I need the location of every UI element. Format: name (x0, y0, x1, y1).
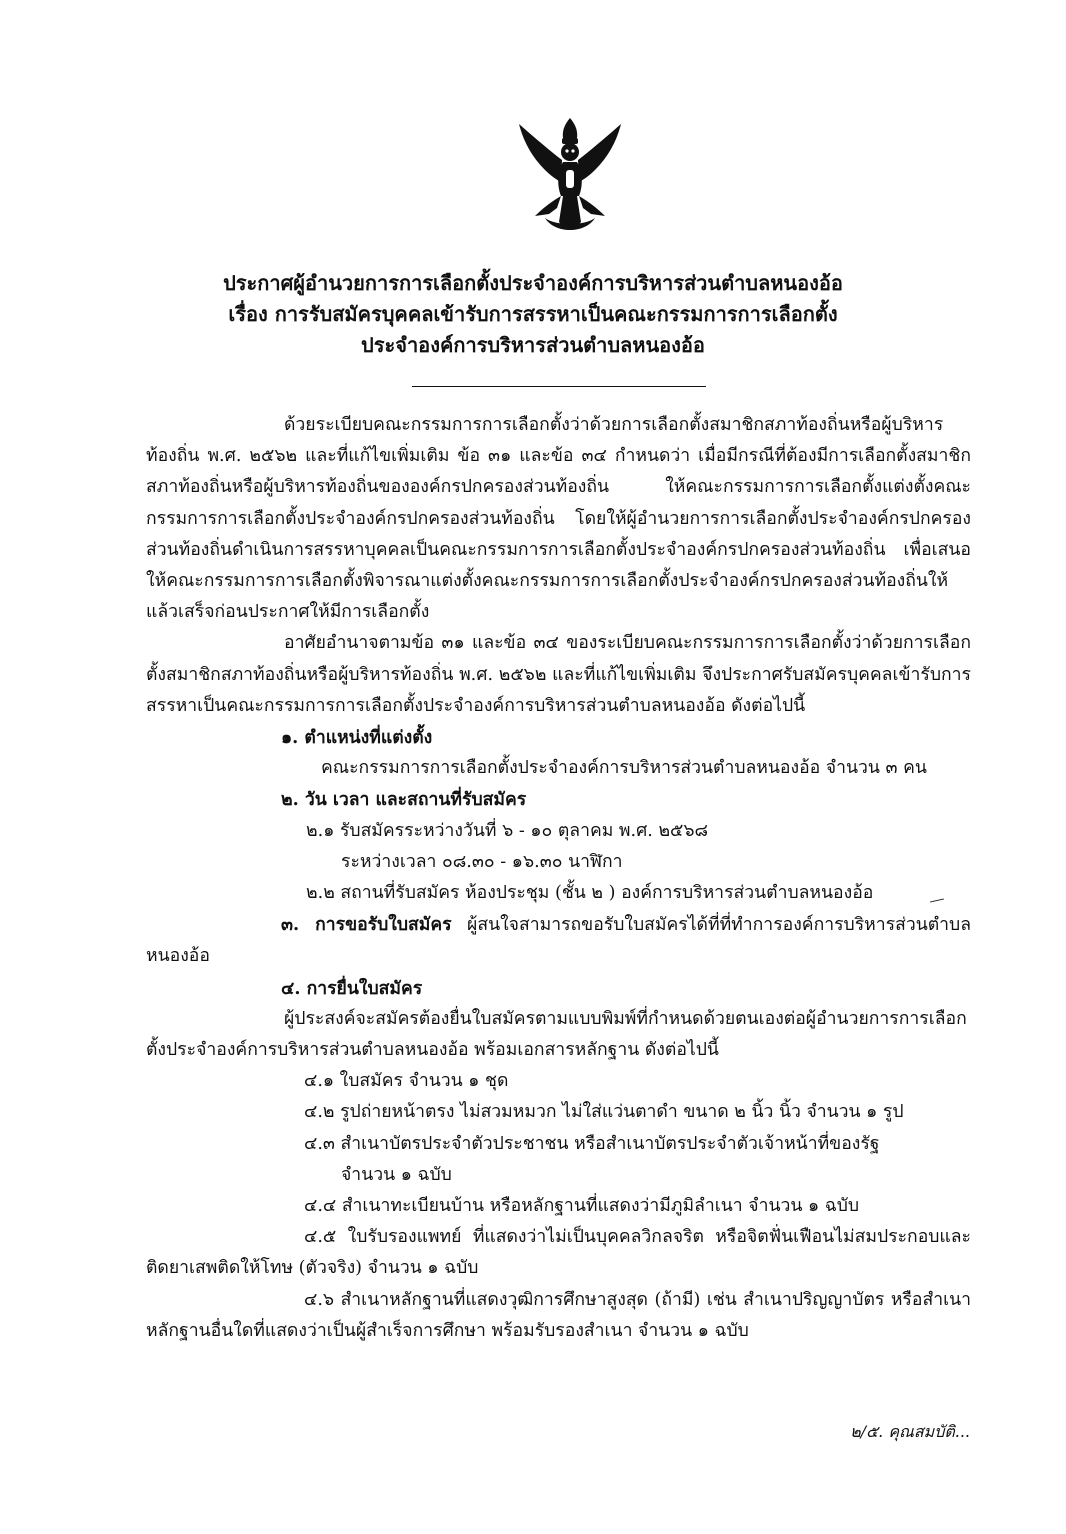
section-4-text: ผู้ประสงค์จะสมัครต้องยื่นใบสมัครตามแบบพิมพ์ที่กำหนดด้วยตนเองต่อผู้อำนวยการการเลือกตั้งประจำองค์การบริหารส่วนตำบลหนองอ้อ พร้อมเอกสารหลักฐาน ดังต่อไปนี้ (146, 1008, 967, 1061)
section-3-text: ผู้สนใจสามารถขอรับใบสมัครได้ที่ที่ทำการองค์การบริหารส่วนตำบลหนองอ้อ (146, 915, 971, 967)
section-4-2: ๔.๒ รูปถ่ายหน้าตรง ไม่สวมหมวก ไม่ใส่แว่นตาดำ ขนาด ๒ นิ้ว นิ้ว จำนวน ๑ รูป (304, 1102, 904, 1123)
section-4-5: ๔.๕ ใบรับรองแพทย์ ที่แสดงว่าไม่เป็นบุคคลวิกลจริต หรือจิตฟั่นเฟือนไม่สมประกอบและติดยาเสพติดให้โทษ (ตัวจริง) จำนวน ๑ ฉบับ (146, 1227, 971, 1279)
announcement-subject-continued: ประจำองค์การบริหารส่วนตำบลหนองอ้อ (361, 333, 705, 357)
section-4-3-count: จำนวน ๑ ฉบับ (341, 1164, 452, 1185)
section-4-heading: ๔. การยื่นใบสมัคร (281, 977, 423, 999)
section-2-2: ๒.๒ สถานที่รับสมัคร ห้องประชุม (ชั้น ๒ ) องค์การบริหารส่วนตำบลหนองอ้อ (306, 883, 874, 904)
paragraph-preamble: ด้วยระเบียบคณะกรรมการการเลือกตั้งว่าด้วยการเลือกตั้งสมาชิกสภาท้องถิ่นหรือผู้บริหารท้องถิ่น พ.ศ. ๒๕๖๒ และที่แก้ไขเพิ่มเติม ข้อ ๓๑ และข้อ ๓๔ กำหนดว่า เมื่อมีกรณีที่ต้องมีการเลือกตั้งสมาชิกสภาท้องถิ่นหรือผู้บริหารท้องถิ่นขององค์กรปกครองส่วนท้องถิ่น ให้คณะกรรมการการเลือกตั้งแต่งตั้งคณะกรรมการการเลือกตั้งประจำองค์กรปกครองส่วนท้องถิ่น โดยให้ผู้อำนวยการการเลือกตั้งประจำองค์กรปกครองส่วนท้องถิ่นดำเนินการสรรหาบุคคลเป็นคณะกรรมการการเลือกตั้งประจำองค์กรปกครองส่วนท้องถิ่น เพื่อเสนอให้คณะกรรมการการเลือกตั้งพิจารณาแต่งตั้งคณะกรรมการการเลือกตั้งประจำองค์กรปกครองส่วนท้องถิ่นให้แล้วเสร็จก่อนประกาศให้มีการเลือกตั้ง (146, 415, 971, 623)
section-2-heading: ๒. วัน เวลา และสถานที่รับสมัคร (281, 789, 527, 811)
section-3-heading: ๓. การขอรับใบสมัคร (281, 914, 452, 936)
title-divider (412, 386, 706, 387)
page-continuation: ๒/๕. คุณสมบัติ... (850, 1422, 970, 1441)
section-4-6: ๔.๖ สำเนาหลักฐานที่แสดงวุฒิการศึกษาสูงสุด (ถ้ามี) เช่น สำเนาปริญญาบัตร หรือสำเนาหลักฐานอื่นใดที่แสดงว่าเป็นผู้สำเร็จการศึกษา พร้อมรับรองสำเนา จำนวน ๑ ฉบับ (146, 1289, 971, 1341)
section-1-heading: ๑. ตำแหน่งที่แต่งตั้ง (281, 727, 433, 749)
announcement-subject: เรื่อง การรับสมัครบุคคลเข้ารับการสรรหาเป็นคณะกรรมการการเลือกตั้ง (228, 302, 838, 326)
announcement-body (146, 410, 971, 1347)
section-4-1: ๔.๑ ใบสมัคร จำนวน ๑ ชุด (304, 1071, 509, 1092)
section-1-text: คณะกรรมการการเลือกตั้งประจำองค์การบริหารส่วนตำบลหนองอ้อ จำนวน ๓ คน (321, 758, 927, 779)
section-4-4: ๔.๔ สำเนาทะเบียนบ้าน หรือหลักฐานที่แสดงว่ามีภูมิลำเนา จำนวน ๑ ฉบับ (304, 1196, 860, 1217)
section-4-3: ๔.๓ สำเนาบัตรประจำตัวประชาชน หรือสำเนาบัตรประจำตัวเจ้าหน้าที่ของรัฐ (304, 1133, 880, 1154)
section-3 (146, 909, 971, 972)
section-2-1: ๒.๑ รับสมัครระหว่างวันที่ ๖ - ๑๐ ตุลาคม พ.ศ. ๒๕๖๘ (306, 820, 709, 841)
announcement-title: ประกาศผู้อำนวยการการเลือกตั้งประจำองค์การบริหารส่วนตำบลหนองอ้อ (223, 271, 843, 295)
garuda-emblem-icon (505, 110, 635, 240)
paragraph-authority: อาศัยอำนาจตามข้อ ๓๑ และข้อ ๓๔ ของระเบียบคณะกรรมการการเลือกตั้งว่าด้วยการเลือกตั้งสมาชิกสภาท้องถิ่นหรือผู้บริหารท้องถิ่น พ.ศ. ๒๕๖๒ และที่แก้ไขเพิ่มเติม จึงประกาศรับสมัครบุคคลเข้ารับการสรรหาเป็นคณะกรรมการการเลือกตั้งประจำองค์การบริหารส่วนตำบลหนองอ้อ ดังต่อไปนี้ (146, 633, 971, 716)
section-2-1-time: ระหว่างเวลา ๐๘.๓๐ - ๑๖.๓๐ นาฬิกา (341, 851, 623, 872)
